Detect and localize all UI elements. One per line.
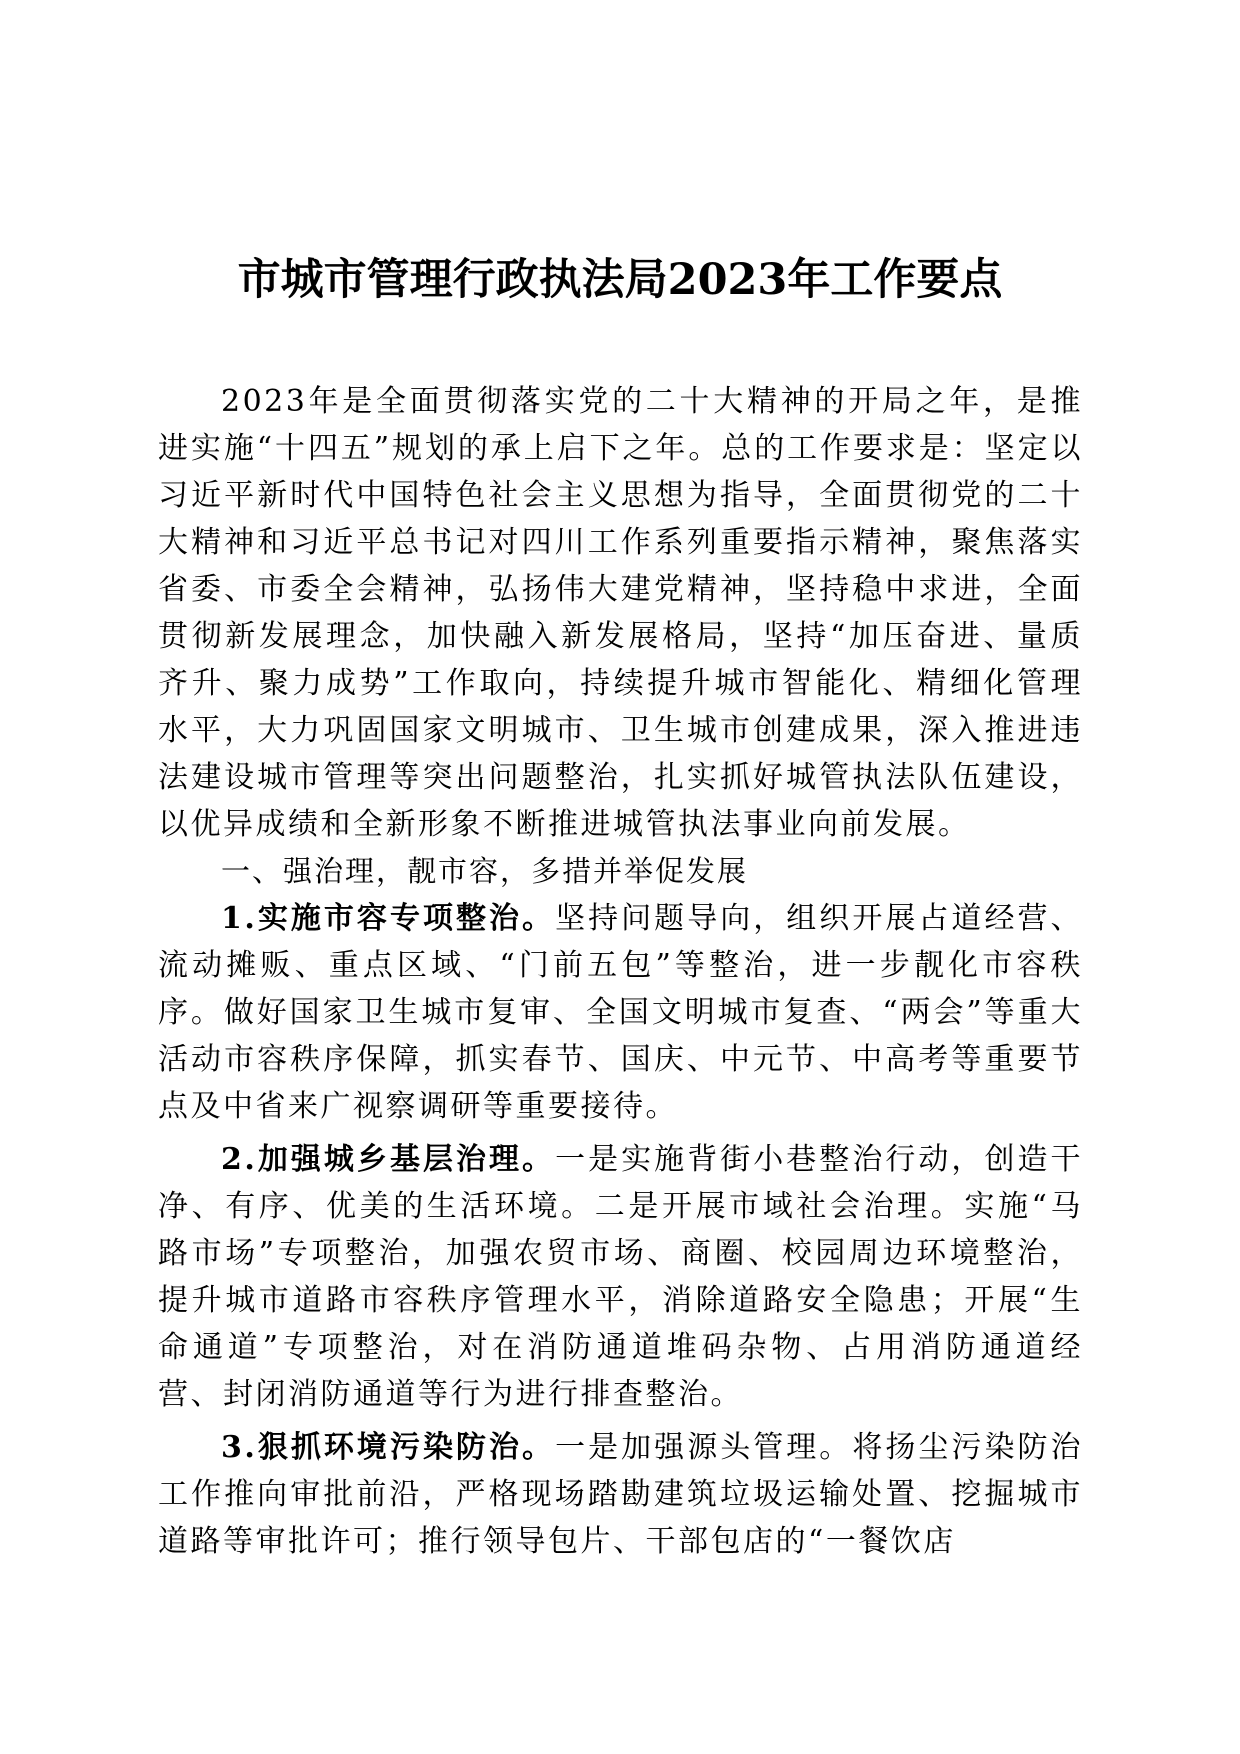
list-item [158, 895, 1083, 1130]
document-title: 市城市管理行政执法局2023年工作要点 [237, 255, 1003, 305]
list-item [158, 1136, 1083, 1418]
intro-paragraph: 2023年是全面贯彻落实党的二十大精神的开局之年，是推进实施“十四五”规划的承上启下之年。总的工作要求是：坚定以习近平新时代中国特色社会主义思想为指导，全面贯彻党的二十大精神和习近平总书记对四川工作系列重要指示精神，聚焦落实省委、市委全会精神，弘扬伟大建党精神，坚持稳中求进，全面贯彻新发展理念，加快融入新发展格局，坚持“加压奋进、量质齐升、聚力成势”工作取向，持续提升城市智能化、精细化管理水平，大力巩固国家文明城市、卫生城市创建成果，深入推进违法建设城市管理等突出问题整治，扎实抓好城管执法队伍建设，以优异成绩和全新形象不断推进城管执法事业向前发展。 [158, 384, 1083, 842]
document-body [158, 378, 1083, 1565]
item-text: 坚持问题导向，组织开展占道经营、流动摊贩、重点区域、“门前五包”等整治，进一步靓化市容秩序。做好国家卫生城市复审、全国文明城市复查、“两会”等重大活动市容秩序保障，抓实春节、国庆、中元节、中高考等重要节点及中省来广视察调研等重要接待。 [158, 901, 1083, 1124]
item-text: 一是加强源头管理。将扬尘污染防治工作推向审批前沿，严格现场踏勘建筑垃圾运输处置、挖掘城市道路等审批许可；推行领导包片、干部包店的“一餐饮店 [158, 1430, 1083, 1559]
item-text: 一是实施背街小巷整治行动，创造干净、有序、优美的生活环境。二是开展市域社会治理。实施“马路市场”专项整治，加强农贸市场、商圈、校园周边环境整治，提升城市道路市容秩序管理水平，消除道路安全隐患；开展“生命通道”专项整治，对在消防通道堆码杂物、占用消防通道经营、封闭消防通道等行为进行排查整治。 [158, 1142, 1083, 1412]
list-item [158, 1424, 1083, 1565]
item-lead: 2.加强城乡基层治理。 [221, 1142, 556, 1177]
section-heading: 一、强治理，靓市容，多措并举促发展 [221, 854, 749, 888]
item-lead: 1.实施市容专项整治。 [221, 901, 556, 936]
item-lead: 3.狠抓环境污染防治。 [221, 1430, 556, 1465]
